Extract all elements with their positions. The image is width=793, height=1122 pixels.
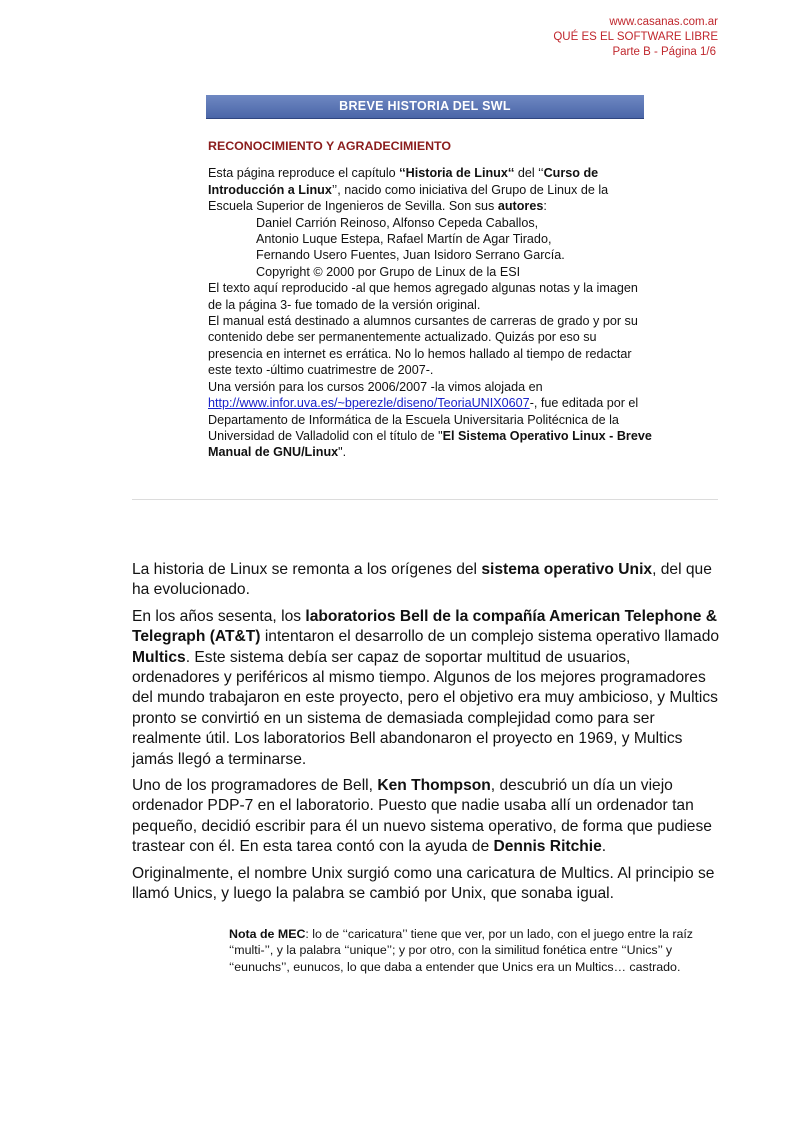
paragraph-unix-name: Originalmente, el nombre Unix surgió como una caricatura de Multics. Al principio se llamó Unics, y luego la palabra se cambió por Unix, que sonaba igual. xyxy=(132,864,715,903)
divider xyxy=(132,499,718,500)
ack-paragraph-manual: El manual está destinado a alumnos cursantes de carreras de grado y por su contenido debe ser permanentemente actualizado. Quizás por eso su presencia en internet es errática. No lo hemos hallado al tiempo de redactar este texto -último cuatrimestre de 2007-. xyxy=(208,314,638,378)
main-text xyxy=(132,560,722,911)
note-text: : lo de ‘‘caricatura’’ tiene que ver, por un lado, con el juego entre la raíz ‘‘multi-’’, y la palabra ‘‘unique’’; y por otro, con la similitud fonética entre ‘‘Unics’’ y ‘‘eunuchs’’, eunucos, lo que daba a entender que Unics era un Multics… castrado. xyxy=(229,927,693,974)
ack-paragraph-source: El texto aquí reproducido -al que hemos agregado algunas notas y la imagen de la página 3- fue tomado de la versión original. xyxy=(208,281,638,312)
author-line: Antonio Luque Estepa, Rafael Martín de Agar Tirado, xyxy=(256,232,552,247)
paragraph-multics: En los años sesenta, los laboratorios Bell de la compañía American Telephone & Telegraph (AT&T) intentaron el desarrollo de un complejo sistema operativo llamado Multics. Este sistema debía ser capaz de soportar multitud de usuarios, ordenadores y periféricos al mismo tiempo. Algunos de los mejores programadores del mundo trabajaron en este proyecto, pero el objetivo era muy ambicioso, y Multics pronto se convirtió en un sistema de demasiada complejidad como para ser realmente útil. Los laboratorios Bell abandonaron el proyecto en 1969, y Multics jamás llegó a terminarse. xyxy=(132,607,720,768)
author-line: Daniel Carrión Reinoso, Alfonso Cepeda Caballos, xyxy=(256,215,539,230)
copyright-line: Copyright © 2000 por Grupo de Linux de la ESI xyxy=(256,264,521,279)
note-label: Nota de MEC xyxy=(229,927,306,941)
acknowledgement-section xyxy=(208,138,653,461)
section-title: QUÉ ES EL SOFTWARE LIBRE xyxy=(553,31,718,43)
ack-paragraph-version: Una versión para los cursos 2006/2007 -la vimos alojada en http://www.infor.uva.es/~bperezle/diseno/TeoriaUNIX0607-, fue editada por el Departamento de Informática de la Escuela Universitaria Politécnica de la Universidad de Valladolid con el título de "El Sistema Operativo Linux - Breve Manual de GNU/Linux". xyxy=(208,379,652,460)
editor-note xyxy=(229,926,719,975)
page-header xyxy=(553,15,718,60)
ack-heading: RECONOCIMIENTO Y AGRADECIMIENTO xyxy=(208,139,452,153)
source-link[interactable]: http://www.infor.uva.es/~bperezle/diseno/TeoriaUNIX0607 xyxy=(208,396,530,411)
section-title-bar: BREVE HISTORIA DEL SWL xyxy=(206,95,644,119)
author-line: Fernando Usero Fuentes, Juan Isidoro Serrano García. xyxy=(256,248,565,263)
paragraph-origins: La historia de Linux se remonta a los orígenes del sistema operativo Unix, del que ha evolucionado. xyxy=(132,561,712,599)
page-indicator: Parte B - Página 1/6 xyxy=(612,46,716,58)
ack-paragraph-intro: Esta página reproduce el capítulo ‘‘Historia de Linux‘‘ del ‘‘Curso de Introducción a Linux’’, nacido como iniciativa del Grupo de Linux de la Escuela Superior de Ingenieros de Sevilla. Son sus autores: xyxy=(208,166,609,214)
site-url[interactable]: www.casanas.com.ar xyxy=(609,16,718,28)
paragraph-thompson: Uno de los programadores de Bell, Ken Thompson, descubrió un día un viejo ordenador PDP-7 en el laboratorio. Puesto que nadie usaba allí un ordenador tan pequeño, decidió escribir para él un nuevo sistema operativo, de forma que pudiese trastear con él. En esta tarea contó con la ayuda de Dennis Ritchie. xyxy=(132,777,712,856)
